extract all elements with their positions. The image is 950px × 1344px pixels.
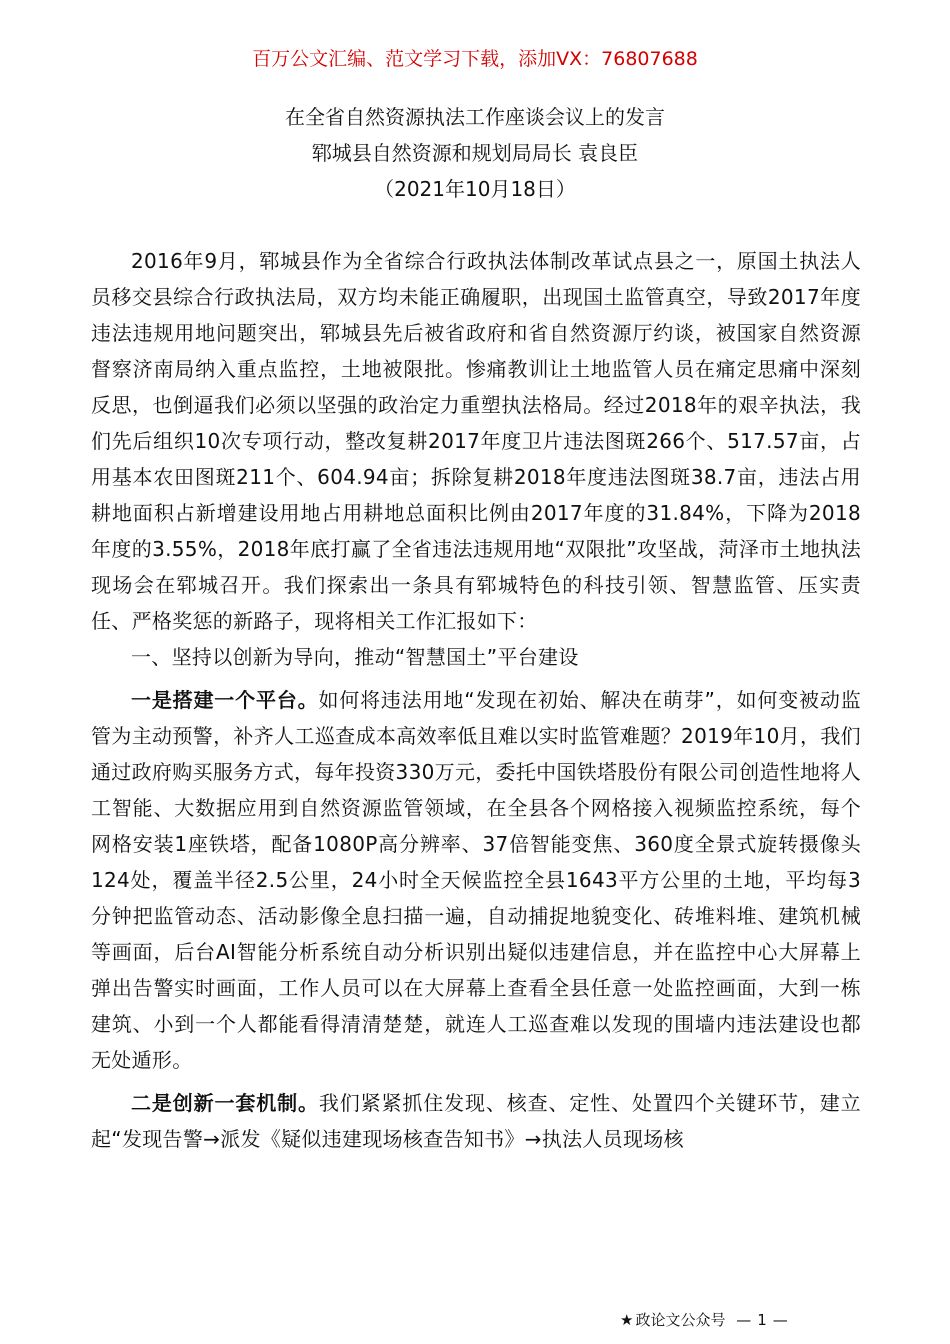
footer-account: 政论文公众号 bbox=[635, 1311, 726, 1329]
page-dash-right: — bbox=[772, 1311, 788, 1329]
paragraph-text: 2016年9月，郓城县作为全省综合行政执法体制改革试点县之一，原国土执法人员移交县综合行政执法局，双方均未能正确履职，出现国土监管真空，导致2017年度违法违规用地问题突出，郓城县先后被省政府和省自然资源厅约谈，被国家自然资源督察济南局纳入重点监控，土地被限批。惨痛教训让土地监管人员在痛定思痛中深刻反思，也倒逼我们必须以坚强的政治定力重塑执法格局。经过2018年的艰辛执法，我们先后组织10次专项行动，整改复耕2017年度卫片违法图斑266个、517.57亩，占用基本农田图斑211个、604.94亩；拆除复耕2018年度违法图斑38.7亩，违法占用耕地面积占新增建设用地占用耕地总面积比例由2017年度的31.84%，下降为2018年度的3.55%，2018年底打赢了全省违法违规用地“双限批”攻坚战，菏泽市土地执法现场会在郓城召开。我们探索出一条具有郓城特色的科技引领、智慧监管、压实责任、严格奖惩的新路子，现将相关工作汇报如下： bbox=[91, 249, 861, 633]
speaker-line: 郓城县自然资源和规划局局长 袁良臣 bbox=[311, 141, 639, 165]
paragraph-platform bbox=[91, 682, 861, 1078]
page-footer bbox=[620, 1310, 794, 1330]
speech-date: （2021年10月18日） bbox=[374, 177, 576, 201]
page-number: 1 bbox=[757, 1311, 767, 1329]
section-heading bbox=[91, 639, 861, 675]
paragraph-lead: 二是创新一套机制。 bbox=[131, 1091, 319, 1115]
paragraph-intro bbox=[91, 243, 861, 639]
promo-banner: 百万公文汇编、范文学习下载，添加VX：76807688 bbox=[252, 48, 698, 70]
document-body bbox=[91, 243, 861, 1157]
document-title: 在全省自然资源执法工作座谈会议上的发言 bbox=[285, 105, 665, 129]
star-icon: ★ bbox=[620, 1311, 634, 1329]
paragraph-lead: 一是搭建一个平台。 bbox=[131, 688, 319, 712]
page-dash-left: — bbox=[736, 1311, 752, 1329]
paragraph-mechanism bbox=[91, 1085, 861, 1157]
document-header bbox=[0, 99, 950, 207]
paragraph-text: 如何将违法用地“发现在初始、解决在萌芽”，如何变被动监管为主动预警，补齐人工巡查成本高效率低且难以实时监管难题？2019年10月，我们通过政府购买服务方式，每年投资330万元，委托中国铁塔股份有限公司创造性地将人工智能、大数据应用到自然资源监管领域，在全县各个网格接入视频监控系统，每个网格安装1座铁塔，配备1080P高分辨率、37倍智能变焦、360度全景式旋转摄像头124处，覆盖半径2.5公里，24小时全天候监控全县1643平方公里的土地，平均每3分钟把监管动态、活动影像全息扫描一遍，自动捕捉地貌变化、砖堆料堆、建筑机械等画面，后台AI智能分析系统自动分析识别出疑似违建信息，并在监控中心大屏幕上弹出告警实时画面，工作人员可以在大屏幕上查看全县任意一处监控画面，大到一栋建筑、小到一个人都能看得清清楚楚，就连人工巡查难以发现的围墙内违法建设也都无处遁形。 bbox=[91, 688, 861, 1072]
paragraph-text: 我们紧紧抓住发现、核查、定性、处置四个关键环节，建立起“发现告警→派发《疑似违建现场核查告知书》→执法人员现场核 bbox=[91, 1091, 861, 1151]
section-heading-text: 一、坚持以创新为导向，推动“智慧国土”平台建设 bbox=[131, 645, 579, 669]
